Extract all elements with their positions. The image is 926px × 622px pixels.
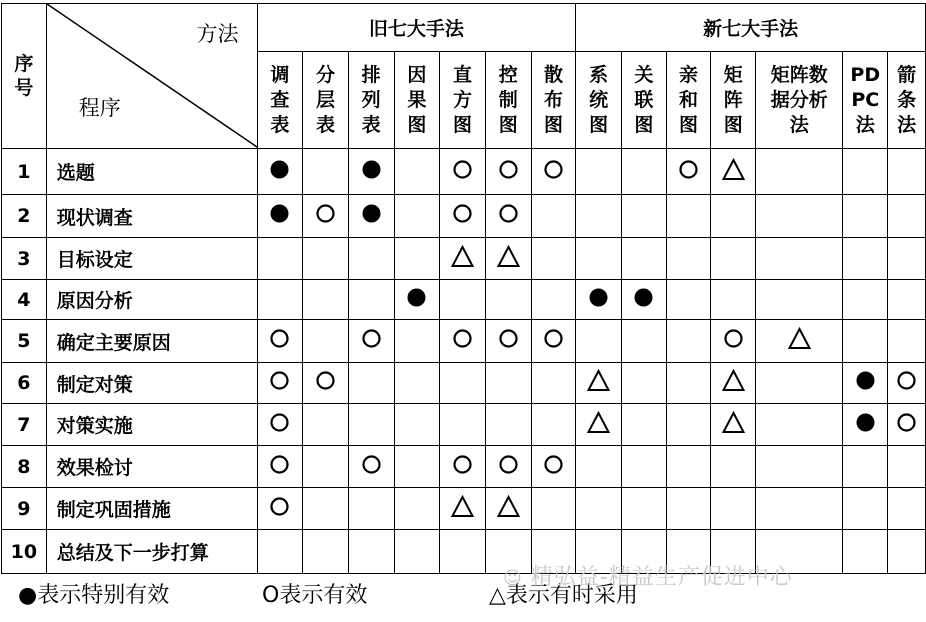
matrix-cell bbox=[394, 530, 440, 574]
matrix-cell bbox=[576, 363, 622, 404]
matrix-cell bbox=[711, 320, 756, 363]
matrix-cell bbox=[576, 320, 622, 363]
matrix-cell bbox=[843, 488, 888, 530]
matrix-cell bbox=[257, 363, 303, 404]
procedure-step: 对策实施 bbox=[46, 404, 257, 446]
procedure-step: 制定对策 bbox=[46, 363, 257, 404]
matrix-cell bbox=[303, 149, 349, 195]
matrix-cell bbox=[531, 404, 576, 446]
matrix-cell bbox=[576, 488, 622, 530]
procedure-label: 程序 bbox=[78, 96, 121, 120]
matrix-cell bbox=[440, 446, 486, 488]
row-number: 4 bbox=[2, 280, 47, 320]
matrix-cell bbox=[666, 149, 711, 195]
matrix-cell bbox=[257, 195, 303, 238]
matrix-cell bbox=[622, 320, 667, 363]
circle-icon bbox=[453, 160, 472, 184]
matrix-cell bbox=[756, 404, 843, 446]
procedure-step: 确定主要原因 bbox=[46, 320, 257, 363]
circle-icon bbox=[499, 455, 518, 479]
matrix-cell bbox=[711, 280, 756, 320]
matrix-cell bbox=[888, 280, 926, 320]
circle-icon bbox=[453, 204, 472, 228]
matrix-cell bbox=[485, 280, 531, 320]
matrix-cell bbox=[622, 195, 667, 238]
old-seven-tools-header: 旧七大手法 bbox=[257, 4, 576, 52]
matrix-cell bbox=[257, 530, 303, 574]
matrix-cell bbox=[756, 149, 843, 195]
row-number: 8 bbox=[2, 446, 47, 488]
tool-header-3: 因 果 图 bbox=[394, 52, 440, 149]
matrix-cell bbox=[888, 195, 926, 238]
matrix-cell bbox=[888, 404, 926, 446]
matrix-cell bbox=[711, 363, 756, 404]
matrix-cell bbox=[485, 320, 531, 363]
filled-circle-icon bbox=[270, 160, 289, 184]
header-row-groups bbox=[2, 4, 926, 52]
circle-icon bbox=[679, 160, 698, 184]
matrix-cell bbox=[440, 195, 486, 238]
row-number: 6 bbox=[2, 363, 47, 404]
matrix-cell bbox=[888, 238, 926, 280]
table-row bbox=[2, 363, 926, 404]
triangle-icon bbox=[497, 495, 520, 523]
matrix-cell bbox=[888, 320, 926, 363]
procedure-step: 效果检讨 bbox=[46, 446, 257, 488]
tool-header-11: 矩阵数 据分析 法 bbox=[756, 52, 843, 149]
tool-header-0: 调 查 表 bbox=[257, 52, 303, 149]
procedure-step: 目标设定 bbox=[46, 238, 257, 280]
wechat-icon: ☺ bbox=[503, 568, 523, 589]
matrix-cell bbox=[348, 446, 394, 488]
tool-header-2: 排 列 表 bbox=[348, 52, 394, 149]
matrix-cell bbox=[756, 238, 843, 280]
matrix-cell bbox=[394, 320, 440, 363]
triangle-icon bbox=[451, 245, 474, 273]
matrix-cell bbox=[348, 363, 394, 404]
matrix-cell bbox=[303, 446, 349, 488]
matrix-cell bbox=[303, 195, 349, 238]
procedure-step: 现状调查 bbox=[46, 195, 257, 238]
matrix-cell bbox=[756, 446, 843, 488]
matrix-cell bbox=[622, 446, 667, 488]
matrix-cell bbox=[348, 195, 394, 238]
triangle-icon bbox=[451, 495, 474, 523]
matrix-cell bbox=[394, 238, 440, 280]
row-number: 9 bbox=[2, 488, 47, 530]
matrix-cell bbox=[622, 404, 667, 446]
matrix-cell bbox=[622, 363, 667, 404]
matrix-cell bbox=[348, 320, 394, 363]
matrix-cell bbox=[843, 238, 888, 280]
matrix-cell bbox=[666, 363, 711, 404]
watermark: ☺ 精弘益-精益生产促进中心 bbox=[503, 565, 793, 590]
matrix-cell bbox=[666, 238, 711, 280]
circle-icon bbox=[362, 455, 381, 479]
matrix-cell bbox=[531, 280, 576, 320]
matrix-cell bbox=[843, 280, 888, 320]
circle-icon bbox=[499, 329, 518, 353]
matrix-cell bbox=[257, 238, 303, 280]
matrix-cell bbox=[440, 488, 486, 530]
matrix-cell bbox=[394, 404, 440, 446]
matrix-cell bbox=[756, 280, 843, 320]
matrix-cell bbox=[666, 446, 711, 488]
circle-icon bbox=[544, 455, 563, 479]
row-number: 7 bbox=[2, 404, 47, 446]
triangle-icon bbox=[722, 369, 745, 397]
table-row bbox=[2, 195, 926, 238]
triangle-icon bbox=[497, 245, 520, 273]
filled-circle-icon bbox=[270, 204, 289, 228]
filled-circle-icon bbox=[407, 288, 426, 312]
matrix-cell bbox=[843, 320, 888, 363]
matrix-cell bbox=[440, 320, 486, 363]
diagonal-header-cell bbox=[46, 4, 257, 149]
matrix-cell bbox=[622, 280, 667, 320]
table-row bbox=[2, 404, 926, 446]
seq-header: 序 号 bbox=[2, 4, 47, 149]
matrix-cell bbox=[888, 530, 926, 574]
matrix-cell bbox=[348, 238, 394, 280]
circle-icon bbox=[316, 371, 335, 395]
matrix-cell bbox=[756, 195, 843, 238]
tool-header-5: 控 制 图 bbox=[485, 52, 531, 149]
table-row bbox=[2, 280, 926, 320]
matrix-cell bbox=[303, 320, 349, 363]
circle-icon bbox=[362, 329, 381, 353]
matrix-cell bbox=[394, 363, 440, 404]
matrix-cell bbox=[348, 149, 394, 195]
matrix-cell bbox=[622, 238, 667, 280]
circle-icon bbox=[270, 329, 289, 353]
triangle-icon bbox=[788, 327, 811, 355]
circle-icon bbox=[453, 329, 472, 353]
matrix-cell bbox=[303, 280, 349, 320]
matrix-cell bbox=[711, 446, 756, 488]
matrix-cell bbox=[711, 488, 756, 530]
circle-icon bbox=[897, 413, 916, 437]
matrix-cell bbox=[485, 363, 531, 404]
matrix-cell bbox=[257, 280, 303, 320]
matrix-cell bbox=[485, 195, 531, 238]
matrix-cell bbox=[531, 363, 576, 404]
matrix-cell bbox=[666, 488, 711, 530]
matrix-cell bbox=[756, 363, 843, 404]
row-number: 10 bbox=[2, 530, 47, 574]
tool-header-10: 矩 阵 图 bbox=[711, 52, 756, 149]
matrix-cell bbox=[622, 149, 667, 195]
tool-header-9: 亲 和 图 bbox=[666, 52, 711, 149]
matrix-cell bbox=[531, 488, 576, 530]
circle-icon bbox=[453, 455, 472, 479]
circle-icon bbox=[316, 204, 335, 228]
new-seven-tools-header: 新七大手法 bbox=[576, 4, 926, 52]
matrix-cell bbox=[303, 363, 349, 404]
legend-triangle: △表示有时采用 bbox=[489, 583, 638, 608]
matrix-cell bbox=[303, 488, 349, 530]
circle-icon bbox=[897, 371, 916, 395]
filled-circle-icon bbox=[589, 288, 608, 312]
matrix-cell bbox=[485, 238, 531, 280]
matrix-cell bbox=[440, 280, 486, 320]
matrix-cell bbox=[394, 446, 440, 488]
matrix-cell bbox=[303, 404, 349, 446]
matrix-cell bbox=[888, 363, 926, 404]
matrix-cell bbox=[348, 404, 394, 446]
matrix-cell bbox=[576, 446, 622, 488]
row-number: 3 bbox=[2, 238, 47, 280]
method-matrix-table bbox=[1, 3, 926, 574]
matrix-cell bbox=[485, 404, 531, 446]
matrix-cell bbox=[348, 530, 394, 574]
matrix-cell bbox=[576, 195, 622, 238]
tool-header-4: 直 方 图 bbox=[440, 52, 486, 149]
matrix-cell bbox=[257, 446, 303, 488]
matrix-cell bbox=[440, 530, 486, 574]
tool-header-8: 关 联 图 bbox=[622, 52, 667, 149]
matrix-cell bbox=[348, 280, 394, 320]
matrix-cell bbox=[666, 320, 711, 363]
filled-circle-icon bbox=[856, 371, 875, 395]
matrix-cell bbox=[888, 149, 926, 195]
tool-header-12: PD PC 法 bbox=[843, 52, 888, 149]
matrix-cell bbox=[576, 149, 622, 195]
matrix-cell bbox=[756, 320, 843, 363]
procedure-step: 制定巩固措施 bbox=[46, 488, 257, 530]
tool-header-1: 分 层 表 bbox=[303, 52, 349, 149]
matrix-cell bbox=[440, 149, 486, 195]
circle-icon bbox=[544, 329, 563, 353]
matrix-cell bbox=[888, 446, 926, 488]
table-row bbox=[2, 149, 926, 195]
matrix-cell bbox=[303, 238, 349, 280]
matrix-cell bbox=[666, 404, 711, 446]
matrix-cell bbox=[843, 404, 888, 446]
matrix-cell bbox=[576, 404, 622, 446]
matrix-cell bbox=[576, 280, 622, 320]
matrix-cell bbox=[531, 320, 576, 363]
matrix-cell bbox=[666, 195, 711, 238]
triangle-icon bbox=[722, 411, 745, 439]
matrix-cell bbox=[394, 488, 440, 530]
table-row bbox=[2, 446, 926, 488]
matrix-cell bbox=[531, 238, 576, 280]
row-number: 1 bbox=[2, 149, 47, 195]
matrix-cell bbox=[257, 404, 303, 446]
matrix-cell bbox=[843, 446, 888, 488]
legend-filled: ●表示特别有效 bbox=[18, 583, 170, 608]
matrix-cell bbox=[666, 280, 711, 320]
matrix-cell bbox=[440, 363, 486, 404]
matrix-cell bbox=[622, 488, 667, 530]
matrix-cell bbox=[394, 149, 440, 195]
circle-icon bbox=[270, 497, 289, 521]
procedure-step: 选题 bbox=[46, 149, 257, 195]
matrix-cell bbox=[531, 195, 576, 238]
legend-circle: O表示有效 bbox=[262, 583, 368, 608]
matrix-cell bbox=[711, 404, 756, 446]
circle-icon bbox=[499, 204, 518, 228]
circle-icon bbox=[499, 160, 518, 184]
matrix-cell bbox=[440, 404, 486, 446]
matrix-cell bbox=[485, 149, 531, 195]
matrix-cell bbox=[257, 320, 303, 363]
tool-header-6: 散 布 图 bbox=[531, 52, 576, 149]
filled-circle-icon bbox=[634, 288, 653, 312]
table-row bbox=[2, 488, 926, 530]
row-number: 2 bbox=[2, 195, 47, 238]
matrix-cell bbox=[531, 446, 576, 488]
row-number: 5 bbox=[2, 320, 47, 363]
matrix-cell bbox=[888, 488, 926, 530]
table-row bbox=[2, 238, 926, 280]
triangle-icon bbox=[587, 369, 610, 397]
circle-icon bbox=[270, 455, 289, 479]
method-label: 方法 bbox=[196, 22, 239, 46]
matrix-cell bbox=[394, 280, 440, 320]
matrix-cell bbox=[257, 488, 303, 530]
tool-header-13: 箭 条 法 bbox=[888, 52, 926, 149]
matrix-cell bbox=[711, 149, 756, 195]
matrix-cell bbox=[440, 238, 486, 280]
matrix-cell bbox=[485, 446, 531, 488]
procedure-step: 原因分析 bbox=[46, 280, 257, 320]
matrix-cell bbox=[303, 530, 349, 574]
triangle-icon bbox=[722, 158, 745, 186]
matrix-cell bbox=[756, 488, 843, 530]
circle-icon bbox=[724, 329, 743, 353]
matrix-cell bbox=[531, 149, 576, 195]
matrix-cell bbox=[576, 238, 622, 280]
circle-icon bbox=[544, 160, 563, 184]
matrix-cell bbox=[843, 195, 888, 238]
matrix-cell bbox=[711, 195, 756, 238]
matrix-cell bbox=[348, 488, 394, 530]
matrix-cell bbox=[485, 488, 531, 530]
matrix-cell bbox=[843, 363, 888, 404]
matrix-cell bbox=[843, 530, 888, 574]
triangle-icon bbox=[587, 411, 610, 439]
filled-circle-icon bbox=[362, 160, 381, 184]
table-row bbox=[2, 320, 926, 363]
circle-icon bbox=[270, 413, 289, 437]
filled-circle-icon bbox=[362, 204, 381, 228]
tool-header-7: 系 统 图 bbox=[576, 52, 622, 149]
matrix-cell bbox=[711, 238, 756, 280]
matrix-cell bbox=[394, 195, 440, 238]
matrix-cell bbox=[843, 149, 888, 195]
procedure-step: 总结及下一步打算 bbox=[46, 530, 257, 574]
circle-icon bbox=[270, 371, 289, 395]
filled-circle-icon bbox=[856, 413, 875, 437]
matrix-cell bbox=[257, 149, 303, 195]
